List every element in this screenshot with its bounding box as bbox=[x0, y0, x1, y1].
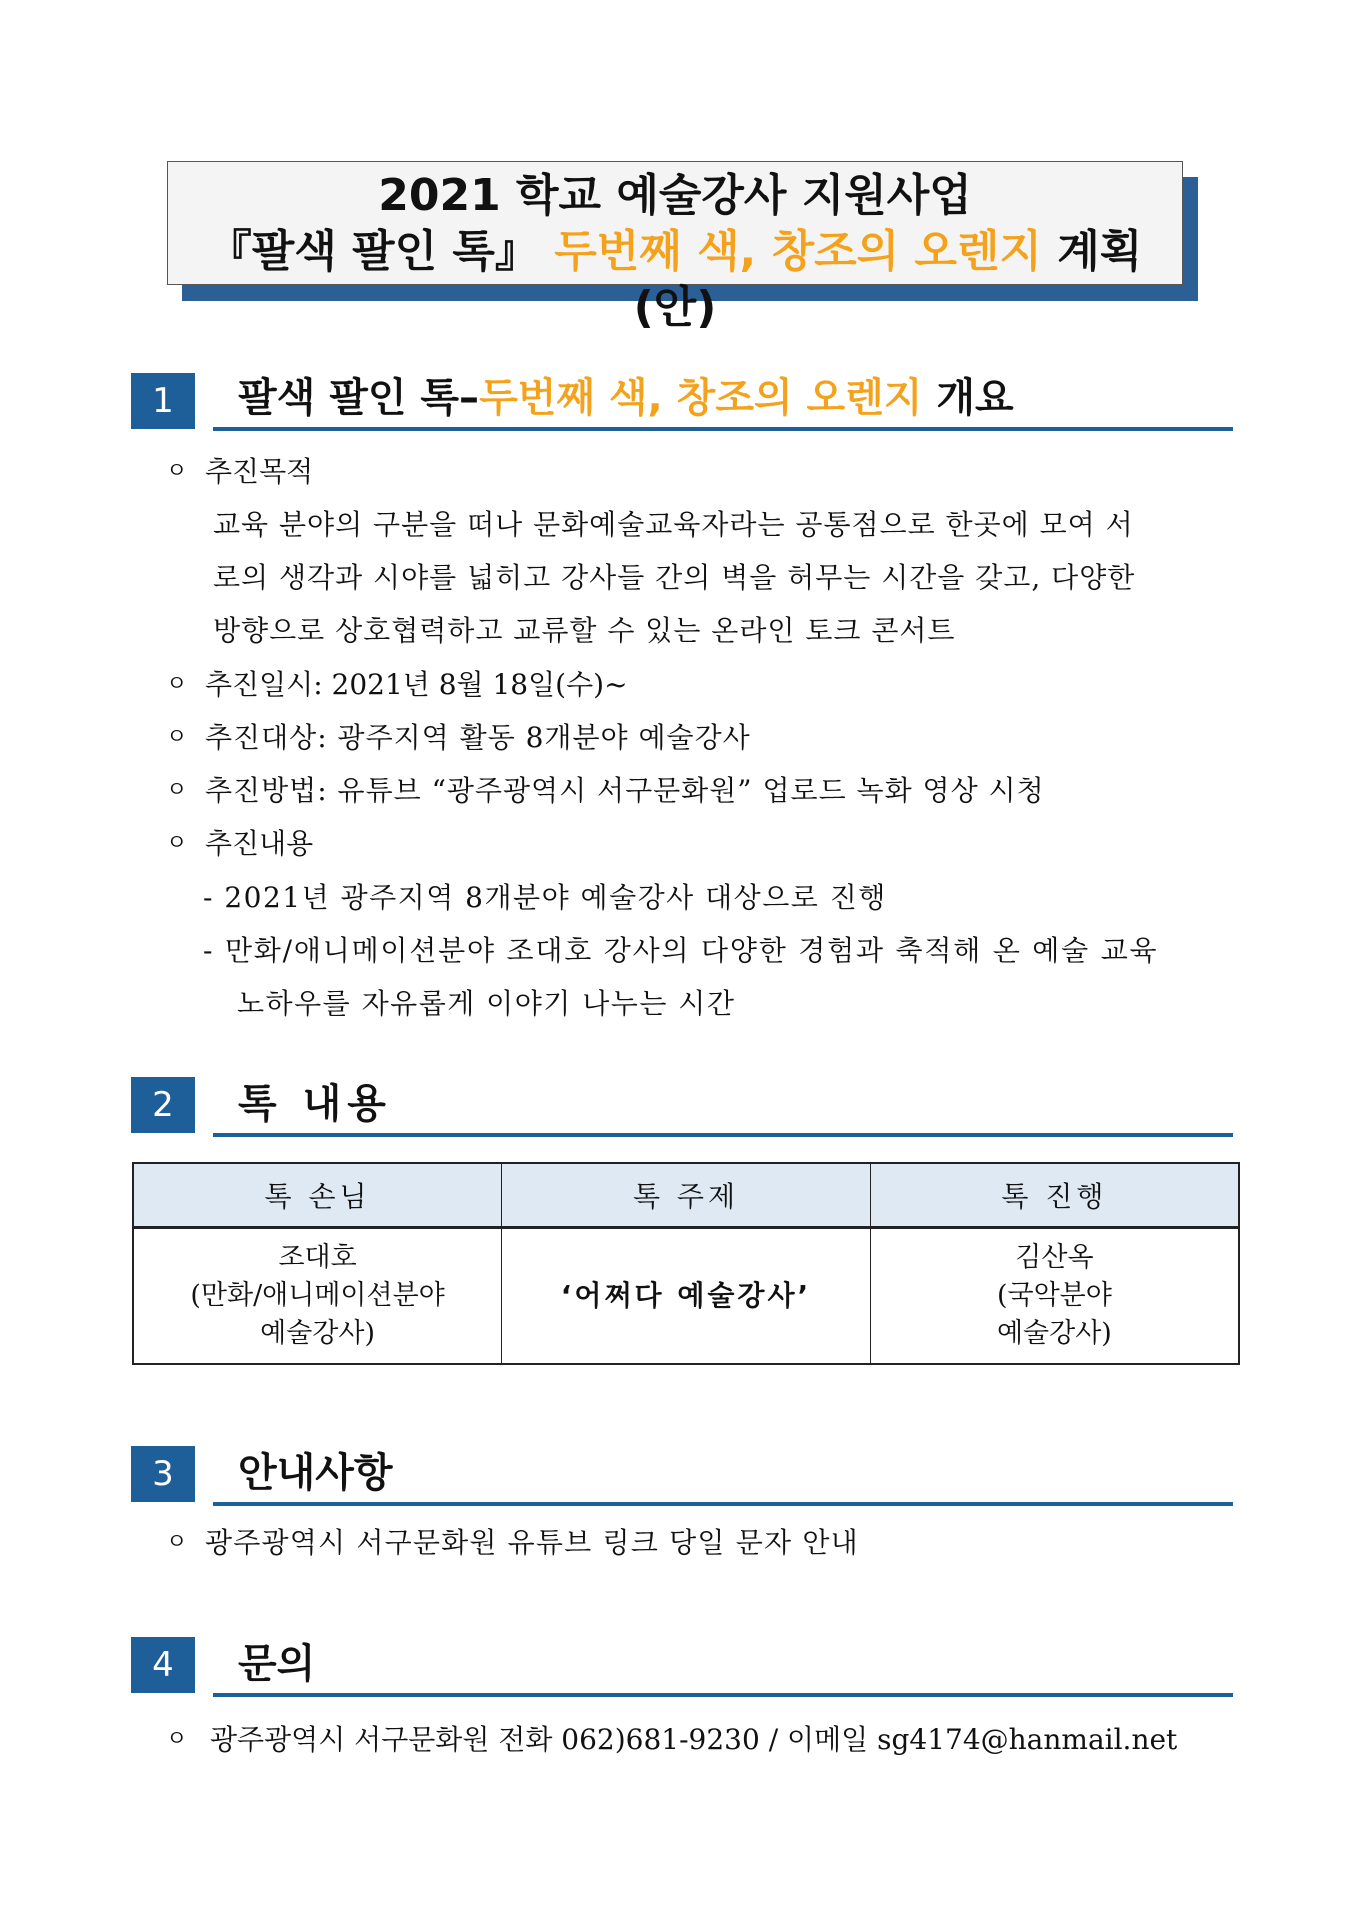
section-1-number: 1 bbox=[131, 373, 195, 429]
section-1-title bbox=[238, 373, 1014, 423]
section-2-number: 2 bbox=[131, 1077, 195, 1133]
cell-topic bbox=[502, 1228, 871, 1365]
inquiry-line: 광주광역시 서구문화원 전화 062)681-9230 / 이메일 sg4174@hanmail.net bbox=[210, 1723, 1178, 1756]
content-item-1: - 2021년 광주지역 8개분야 예술강사 대상으로 진행 bbox=[203, 881, 887, 914]
method-line: 추진방법: 유튜브 “광주광역시 서구문화원” 업로드 녹화 영상 시청 bbox=[205, 774, 1045, 807]
talk-table bbox=[132, 1162, 1240, 1365]
section-2-title: 톡 내용 bbox=[238, 1081, 392, 1127]
bullet-icon: ㅇ bbox=[166, 725, 188, 750]
date-line: 추진일시: 2021년 8월 18일(수)~ bbox=[205, 668, 628, 701]
cell-guest bbox=[133, 1228, 502, 1365]
bullet-icon: ㅇ bbox=[166, 459, 188, 484]
purpose-label: 추진목적 bbox=[205, 455, 314, 488]
talk-topic: ‘어쩌다 예술강사’ bbox=[560, 1278, 812, 1312]
section-1-rule bbox=[213, 427, 1233, 431]
section-1-title-a: 팔색 팔인 톡– bbox=[238, 375, 480, 421]
content-label: 추진내용 bbox=[205, 827, 314, 860]
purpose-line-3: 방향으로 상호협력하고 교류할 수 있는 온라인 토크 콘서트 bbox=[213, 614, 956, 647]
document-title-box bbox=[167, 161, 1183, 333]
bullet-icon: ㅇ bbox=[166, 1530, 188, 1555]
title-program-name: 『팔색 팔인 톡』 bbox=[207, 226, 539, 277]
content-item-2: - 만화/애니메이션분야 조대호 강사의 다양한 경험과 축적해 온 예술 교육 bbox=[203, 934, 1159, 967]
purpose-line-2: 로의 생각과 시야를 넓히고 강사들 간의 벽을 허무는 시간을 갖고, 다양한 bbox=[213, 561, 1136, 594]
host-role: 예술강사) bbox=[996, 1318, 1112, 1349]
guest-role: 예술강사) bbox=[260, 1318, 376, 1349]
cell-host bbox=[870, 1228, 1239, 1365]
bullet-icon: ㅇ bbox=[166, 831, 188, 856]
section-3-rule bbox=[213, 1502, 1233, 1506]
header-topic: 톡 주제 bbox=[502, 1163, 871, 1228]
section-2-rule bbox=[213, 1133, 1233, 1137]
notice-line: 광주광역시 서구문화원 유튜브 링크 당일 문자 안내 bbox=[205, 1526, 859, 1559]
guest-field: (만화/애니메이션분야 bbox=[190, 1280, 445, 1311]
content-item-2-continuation: 노하우를 자유롭게 이야기 나누는 시간 bbox=[237, 987, 736, 1020]
section-3-title: 안내사항 bbox=[238, 1450, 393, 1496]
bullet-icon: ㅇ bbox=[166, 672, 188, 697]
title-orange-subtitle: 두번째 색, 창조의 오렌지 bbox=[538, 226, 1058, 277]
guest-name: 조대호 bbox=[278, 1242, 357, 1273]
document-title-line1: 2021 학교 예술강사 지원사업 bbox=[378, 170, 972, 221]
header-guest: 톡 손님 bbox=[133, 1163, 502, 1228]
section-3-number: 3 bbox=[131, 1446, 195, 1502]
section-4-title: 문의 bbox=[238, 1641, 316, 1687]
section-4-rule bbox=[213, 1693, 1233, 1697]
host-field: (국악분야 bbox=[996, 1280, 1112, 1311]
header-host: 톡 진행 bbox=[870, 1163, 1239, 1228]
bullet-icon: ㅇ bbox=[166, 1727, 188, 1752]
target-line: 추진대상: 광주지역 활동 8개분야 예술강사 bbox=[205, 721, 751, 754]
bullet-icon: ㅇ bbox=[166, 778, 188, 803]
section-1-title-b: 개요 bbox=[922, 375, 1014, 421]
host-name: 김산옥 bbox=[1015, 1242, 1094, 1273]
document-title-line2 bbox=[168, 224, 1182, 336]
section-4-number: 4 bbox=[131, 1637, 195, 1693]
purpose-line-1: 교육 분야의 구분을 떠나 문화예술교육자라는 공통점으로 한곳에 모여 서 bbox=[213, 508, 1134, 541]
title-plan-label: 계획(안) bbox=[633, 226, 1143, 333]
section-1-title-orange: 두번째 색, 창조의 오렌지 bbox=[479, 375, 923, 421]
